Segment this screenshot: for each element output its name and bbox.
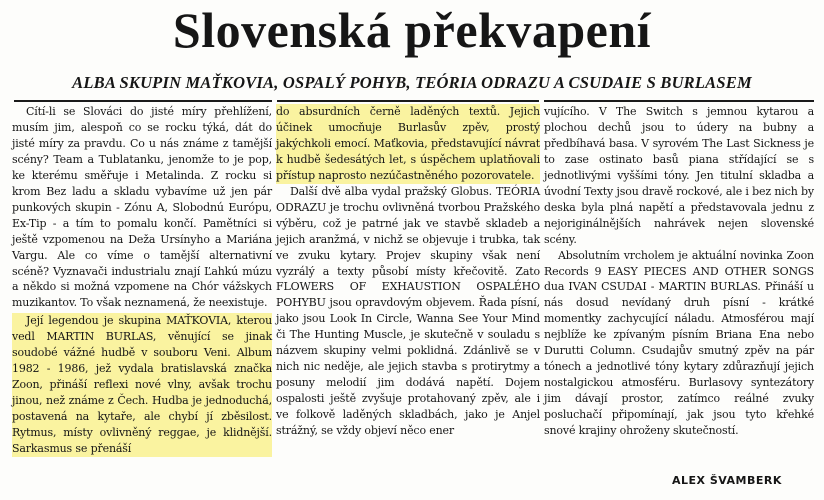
paragraph: vujícího. V The Switch s jemnou kytarou a plochou dechů jsou to údery na bubny a předbíhavá basa. V syrovém The Last Sickness je to zase ostinato basů piana střídající se s jednotlivými vyššími tóny. Jen titulní skladba a úvodní Texty jsou dravě rockové, ale i bez nich by deska byla plná napětí a představovala jednu z nejoriginálnějších nahrávek nejen slovenské scény. [544, 105, 814, 246]
paragraph: Absolutním vrcholem je aktuální novinka Zoon Records 9 EASY PIECES AND OTHER SONGS dua IVAN CSUDAI - MARTIN BURLAS. Přináší u nás dosud nevídaný druh písní - krátké momentky zachycující náladu. Atmosférou mají nejblíže ke zpívaným písním Briana Ena nebo Durutti Column. Csudajův smutný zpěv na pár tónech a jednotlivé tóny kytary zdůrazňují jejich nostalgickou atmosféru. Burlasovy syntezátory jim dávají prostor, zatímco reálné zvuky posluchačí připomínají, jak jsou tyto křehké snové krajiny ohroženy skutečností. [544, 248, 814, 438]
paragraph: Cítí-li se Slováci do jisté míry přehlížení, musím jim, alespoň co se rocku týká, dát do jisté míry za pravdu. Co u nás známe z tamější scény? Team a Tublatanku, jenomže to je pop, ke kterému směřuje i Metalinda. Z rocku si krom Bez ladu a skladu vybavíme už jen pár punkových skupin - Zónu A, Slobodnú Európu, Ex-Tip - a tím to pomalu končí. Pamětníci si ještě vzpomenou na Deža Ursínyho a Mariána Vargu. Ale co víme o tamější alternativní scéně? Vyznavači industrialu znají Ľahkú múzu a někdo si možná vzpomene na Chór vážskych muzikantov. To však neznamená, že neexistuje. [12, 105, 272, 310]
article-column-3 [544, 104, 814, 439]
subheadline: ALBA SKUPIN MAŤKOVIA, OSPALÝ POHYB, TEÓRIA ODRAZU A CSUDAIE S BURLASEM [72, 73, 752, 92]
paragraph-highlighted: do absurdních černě laděných textů. Jejich účinek umocňuje Burlasův zpěv, prostý jakýchkoli emocí. Maťkovia, představující návrat k hudbě šedesátých let, s úspěchem uplatňovali přístup naprosto nezúčastněného pozorovatele. [276, 105, 540, 182]
article-column-2 [276, 104, 540, 439]
author-byline: ALEX ŠVAMBERK [672, 474, 782, 487]
headline: Slovenská překvapení [172, 2, 652, 58]
divider-col2 [277, 100, 539, 102]
divider-col1 [14, 100, 272, 102]
divider-col3 [544, 100, 814, 102]
paragraph-highlighted: Její legendou je skupina MAŤKOVIA, kterou vedl MARTIN BURLAS, věnující se jinak soudobé vážné hudbě v souboru Veni. Album 1982 - 1986, jež vydala bratislavská značka Zoon, přináší reflexi nové vlny, avšak trochu jinou, než známe z Čech. Hudba je jednoduchá, postavená na kytaře, ale chybí jí zběsilost. Rytmus, místy ovlivněný reggae, je klidnější. Sarkasmus se přenáší [12, 314, 272, 456]
article-column-1 [12, 104, 272, 457]
paragraph: Další dvě alba vydal pražský Globus. TEÓRIA ODRAZU je trochu ovlivněná tvorbou Pražského výběru, což je patrné jak ve stavbě skladeb a jejich aranžmá, v nichž se objevuje i trubka, tak ve zvuku kytary. Projev skupiny však není vyzrálý a texty působí místy křečovitě. Zato FLOWERS OF EXHAUSTION OSPALÉHO POHYBU jsou opravdovým objevem. Řada písní, jako jsou Look In Circle, Wanna See Your Mind či The Hunting Muscle, je skutečně v souladu s názvem skupiny velmi poklidná. Zdánlivě se v nich nic neděje, ale jejich stavba s protirytmy a posuny melodií jim dodává napětí. Dojem ospalosti ještě zvyšuje protahovaný zpěv, ale i ve folkově laděných skladbách, jako je Anjel strážný, se vždy objeví něco ener [276, 184, 540, 438]
